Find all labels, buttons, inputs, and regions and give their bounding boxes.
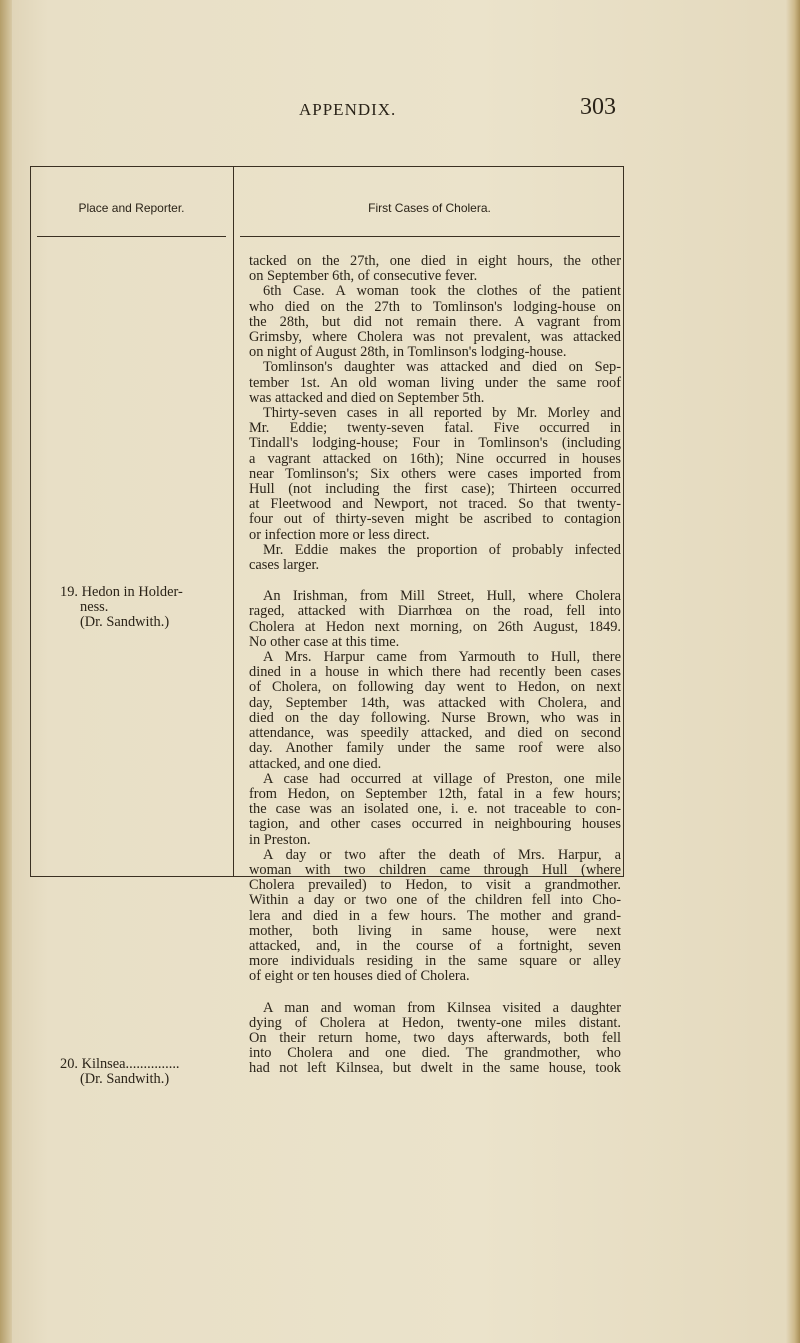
text-line: in Preston. xyxy=(249,831,311,848)
text-line: Cholera at Hedon next morning, on 26th August, 1849. xyxy=(249,618,621,635)
text-line: An Irishman, from Mill Street, Hull, where Cholera xyxy=(263,588,621,605)
column-header-place: Place and Reporter. xyxy=(78,201,185,215)
place-name: 19. Hedon in Holder- xyxy=(60,584,183,600)
entry-19-text xyxy=(249,589,621,984)
entry-20-text xyxy=(249,1001,621,1077)
place-name: 20. Kilnsea............... xyxy=(60,1056,180,1072)
column-header-cases: First Cases of Cholera. xyxy=(368,201,491,215)
text-line: Mr. Eddie; twenty-seven fatal. Five occurred in xyxy=(249,420,621,437)
text-line: who died on the 27th to Tomlinson's lodging-house on xyxy=(249,298,621,315)
reporter: (Dr. Sandwith.) xyxy=(80,1071,170,1088)
header-rule-right xyxy=(240,236,620,237)
text-line: at Fleetwood and Newport, not traced. So that twenty- xyxy=(249,496,621,513)
text-line: raged, attacked with Diarrhœa on the road, fell into xyxy=(249,603,621,620)
text-line: the case was an isolated one, i. e. not traceable to con- xyxy=(249,801,621,818)
text-line: mother, both living in same house, were next xyxy=(249,922,621,939)
text-line: A case had occurred at village of Preston, one mile xyxy=(263,770,621,787)
text-line: of Cholera, on following day went to Hedon, on next xyxy=(249,679,621,696)
text-line: dying of Cholera at Hedon, twenty-one miles distant. xyxy=(249,1014,621,1031)
text-line: cases larger. xyxy=(249,557,320,574)
place-entry-20 xyxy=(60,1057,232,1087)
spacer xyxy=(249,985,621,1001)
text-line: 6th Case. A woman took the clothes of the patient xyxy=(263,283,621,300)
text-line: tagion, and other cases occurred in neighbouring houses xyxy=(249,816,621,833)
text-line: A Mrs. Harpur came from Yarmouth to Hull, there xyxy=(263,649,621,666)
text-line: attacked, and one died. xyxy=(249,755,382,772)
text-line: Hull (not including the first case); Thirteen occurred xyxy=(249,481,621,498)
text-line: four out of thirty-seven might be ascribed to contagion xyxy=(249,511,621,528)
text-line: tacked on the 27th, one died in eight hours, the other xyxy=(249,253,621,269)
text-line: the 28th, but did not remain there. A vagrant from xyxy=(249,313,621,330)
header-rule-left xyxy=(37,236,226,237)
text-line: tember 1st. An old woman living under the same roof xyxy=(249,374,621,391)
column-divider xyxy=(233,166,234,877)
place-name-cont: ness. xyxy=(80,599,109,616)
text-line: lera and died in a few hours. The mother and grand- xyxy=(249,907,621,924)
text-line: day. Another family under the same roof were also xyxy=(249,740,621,757)
text-line: On their return home, two days afterwards, both fell xyxy=(249,1029,621,1046)
text-line: No other case at this time. xyxy=(249,633,400,650)
text-line: had not left Kilnsea, but dwelt in the same house, took xyxy=(249,1060,621,1077)
page-gutter-shadow xyxy=(0,0,12,1343)
text-line: Cholera prevailed) to Hedon, to visit a grandmother. xyxy=(249,877,621,894)
text-line: from Hedon, on September 12th, fatal in a few hours; xyxy=(249,785,621,802)
text-line: attacked, and, in the course of a fortnight, seven xyxy=(249,937,621,954)
text-line: A man and woman from Kilnsea visited a daughter xyxy=(263,999,621,1016)
text-line: of eight or ten houses died of Cholera. xyxy=(249,968,470,985)
text-line: on night of August 28th, in Tomlinson's lodging-house. xyxy=(249,344,567,361)
text-line: near Tomlinson's; Six others were cases imported from xyxy=(249,465,621,482)
text-line: woman with two children came through Hull (where xyxy=(249,861,621,878)
text-line: more individuals residing in the same square or alley xyxy=(249,953,621,970)
continuation-block xyxy=(249,254,621,573)
text-line: on September 6th, of consecutive fever. xyxy=(249,268,478,285)
running-title: APPENDIX. xyxy=(299,100,397,119)
text-line: Grimsby, where Cholera was not prevalent, was attacked xyxy=(249,329,621,346)
reporter: (Dr. Sandwith.) xyxy=(80,614,170,631)
first-cases-text xyxy=(249,254,621,1077)
text-line: dined in a house in which there had recently been cases xyxy=(249,664,621,681)
text-line: Mr. Eddie makes the proportion of probably infected xyxy=(263,541,621,558)
text-line: Within a day or two one of the children fell into Cho- xyxy=(249,892,621,909)
spacer xyxy=(249,573,621,589)
text-line: or infection more or less direct. xyxy=(249,526,430,543)
text-line: Thirty-seven cases in all reported by Mr. Morley and xyxy=(263,405,621,422)
place-entry-19 xyxy=(60,585,232,631)
page-number: 303 xyxy=(580,94,616,120)
text-line: Tomlinson's daughter was attacked and died on Sep- xyxy=(263,359,621,376)
text-line: a vagrant attacked on 16th); Nine occurred in houses xyxy=(249,450,621,467)
text-line: died on the day following. Nurse Brown, who was in xyxy=(249,709,621,726)
text-line: attendance, was speedily attacked, and died on second xyxy=(249,725,621,742)
text-line: A day or two after the death of Mrs. Harpur, a xyxy=(263,846,621,863)
running-head xyxy=(0,94,800,124)
text-line: was attacked and died on September 5th. xyxy=(249,389,485,406)
text-line: into Cholera and one died. The grandmother, who xyxy=(249,1045,621,1062)
text-line: Tindall's lodging-house; Four in Tomlinson's (including xyxy=(249,435,621,452)
page-edge xyxy=(786,0,800,1343)
text-line: day, September 14th, was attacked with Cholera, and xyxy=(249,694,621,711)
